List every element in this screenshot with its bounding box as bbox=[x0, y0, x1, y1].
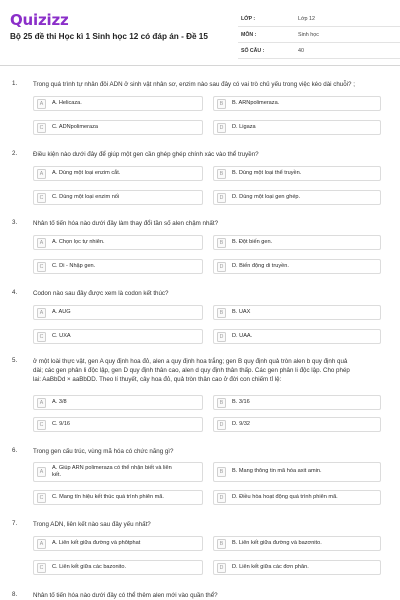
option-letter: B bbox=[217, 169, 226, 179]
option-text: B. 3/16 bbox=[232, 398, 250, 405]
option-c[interactable] bbox=[33, 190, 203, 205]
option-a[interactable] bbox=[33, 536, 203, 551]
question-text: Nhân tố tiến hóa nào dưới đây có thể thêm alen mới vào quần thể? bbox=[33, 592, 218, 599]
option-text: A. Helicaza. bbox=[52, 99, 82, 106]
option-text-line: A. Giúp ARN polimeraza có thể nhận biết và liên bbox=[52, 464, 172, 471]
meta-label: LỚP : bbox=[241, 16, 256, 22]
meta-value: Sinh học bbox=[298, 32, 319, 38]
option-a[interactable] bbox=[33, 166, 203, 181]
question-number: 8. bbox=[12, 591, 18, 598]
option-text: B. Đột biến gen. bbox=[232, 238, 273, 245]
option-text bbox=[52, 465, 172, 480]
option-b[interactable] bbox=[213, 235, 381, 250]
option-letter: C bbox=[37, 123, 46, 133]
option-c[interactable] bbox=[33, 259, 203, 274]
option-d[interactable] bbox=[213, 490, 381, 505]
meta-value: 40 bbox=[298, 48, 304, 54]
option-d[interactable] bbox=[213, 259, 381, 274]
option-a[interactable] bbox=[33, 462, 203, 482]
option-letter: A bbox=[37, 99, 46, 109]
option-letter: D bbox=[217, 420, 226, 430]
option-text-line: kết. bbox=[52, 472, 62, 478]
question-text-line: ở một loài thực vật, gen A quy định hoa đỏ, alen a quy định hoa trắng; gen B quy định quả tròn alen b quy định quả bbox=[33, 358, 348, 365]
option-letter: B bbox=[217, 308, 226, 318]
option-letter: D bbox=[217, 332, 226, 342]
option-b[interactable] bbox=[213, 305, 381, 320]
option-text: C. UXA bbox=[52, 332, 71, 339]
meta-label: MÔN : bbox=[241, 32, 257, 38]
option-d[interactable] bbox=[213, 190, 381, 205]
option-text: A. Chọn lọc tự nhiên. bbox=[52, 238, 105, 245]
option-d[interactable] bbox=[213, 560, 381, 575]
option-text: A. Liên kết giữa đường và phôtphat bbox=[52, 539, 141, 546]
meta-row-count bbox=[238, 44, 400, 59]
meta-row-subject bbox=[238, 28, 400, 43]
option-c[interactable] bbox=[33, 329, 203, 344]
question-text: Trong gen cấu trúc, vùng mã hóa có chức năng gì? bbox=[33, 448, 174, 455]
option-letter: A bbox=[37, 169, 46, 179]
option-text: D. Dùng một loại gen ghép. bbox=[232, 193, 301, 200]
meta-table bbox=[238, 12, 400, 60]
worksheet-header bbox=[0, 0, 400, 62]
option-text: A. 3/8 bbox=[52, 398, 67, 405]
option-b[interactable] bbox=[213, 166, 381, 181]
option-c[interactable] bbox=[33, 120, 203, 135]
question-text: Trong quá trình tự nhân đôi ADN ở sinh vật nhân sơ, enzim nào sau đây có vai trò chủ yếu trong việc kéo dài chuỗi? ; bbox=[33, 81, 355, 88]
question-number: 4. bbox=[12, 289, 18, 296]
question-number: 5. bbox=[12, 357, 18, 364]
option-text: D. UAA. bbox=[232, 332, 253, 339]
option-letter: A bbox=[37, 467, 46, 477]
option-letter: A bbox=[37, 238, 46, 248]
option-c[interactable] bbox=[33, 417, 203, 432]
option-letter: D bbox=[217, 193, 226, 203]
option-text: A. AUG bbox=[52, 308, 71, 315]
option-letter: D bbox=[217, 123, 226, 133]
option-letter: B bbox=[217, 99, 226, 109]
option-text: C. Dùng một loại enzim nối bbox=[52, 193, 120, 200]
meta-value: Lớp 12 bbox=[298, 16, 316, 22]
question-text: Codon nào sau đây được xem là codon kết thúc? bbox=[33, 290, 169, 297]
option-letter: C bbox=[37, 563, 46, 573]
option-d[interactable] bbox=[213, 329, 381, 344]
option-text: D. Ligaza bbox=[232, 123, 256, 130]
option-text: B. UAX bbox=[232, 308, 251, 315]
question-number: 6. bbox=[12, 447, 18, 454]
option-letter: B bbox=[217, 467, 226, 477]
option-text: C. Mang tín hiệu kết thúc quá trình phiên mã. bbox=[52, 493, 164, 500]
question-number: 7. bbox=[12, 520, 18, 527]
option-text: D. Biến động di truyền. bbox=[232, 262, 289, 269]
option-letter: C bbox=[37, 262, 46, 272]
question-number: 1. bbox=[12, 80, 18, 87]
question-text-line: lai: AaBbDd × aaBbDD. Theo lí thuyết, cây hoa đỏ, quả tròn thân cao ở đời con chiếm tỉ lệ: bbox=[33, 376, 282, 383]
option-text: C. 9/16 bbox=[52, 420, 71, 427]
option-letter: C bbox=[37, 493, 46, 503]
option-b[interactable] bbox=[213, 96, 381, 111]
question-text: Điều kiện nào dưới đây để giúp một gen cần ghép ghép chính xác vào thể truyền? bbox=[33, 151, 259, 158]
option-letter: C bbox=[37, 420, 46, 430]
option-text: C. Liên kết giữa các bazonito. bbox=[52, 563, 127, 570]
page-title: Bộ 25 đề thi Học kì 1 Sinh học 12 có đáp án - Đề 15 bbox=[10, 32, 208, 41]
question-text: Nhân tố tiến hóa nào dưới đây làm thay đổi tần số alen chậm nhất? bbox=[33, 220, 219, 227]
meta-label: SỐ CÂU : bbox=[241, 48, 265, 54]
option-b[interactable] bbox=[213, 395, 381, 410]
option-letter: B bbox=[217, 539, 226, 549]
quizizz-logo: Quizizz bbox=[10, 11, 69, 29]
option-b[interactable] bbox=[213, 536, 381, 551]
option-letter: A bbox=[37, 308, 46, 318]
option-c[interactable] bbox=[33, 490, 203, 505]
option-d[interactable] bbox=[213, 120, 381, 135]
question-text bbox=[33, 357, 391, 384]
question-number: 3. bbox=[12, 219, 18, 226]
question-number: 2. bbox=[12, 150, 18, 157]
option-text: B. Liên kết giữa đường và bazơnito. bbox=[232, 539, 322, 546]
question-text-line: dài; các gen phân li độc lập, gen D quy định thân cao, alen d quy định thân thấp. Các gen phân li độc lập. Cho phép bbox=[33, 367, 350, 374]
option-text: A. Dùng một loại enzim cắt. bbox=[52, 169, 121, 176]
option-text: B. ARNpolimeraza. bbox=[232, 99, 280, 106]
option-text: C. ADNpolimeraza bbox=[52, 123, 99, 130]
option-text: B. Mang thông tin mã hóa axit amin. bbox=[232, 468, 322, 475]
option-letter: C bbox=[37, 193, 46, 203]
option-a[interactable] bbox=[33, 235, 203, 250]
option-a[interactable] bbox=[33, 96, 203, 111]
option-c[interactable] bbox=[33, 560, 203, 575]
option-letter: B bbox=[217, 398, 226, 408]
option-text: D. Điều hòa hoạt động quá trình phiên mã. bbox=[232, 493, 338, 500]
option-letter: D bbox=[217, 493, 226, 503]
option-text: B. Dùng một loại thể truyền. bbox=[232, 169, 302, 176]
option-text: C. Di - Nhập gen. bbox=[52, 262, 96, 269]
option-letter: A bbox=[37, 398, 46, 408]
option-letter: C bbox=[37, 332, 46, 342]
question-text: Trong ADN, liên kết nào sau đây yếu nhất? bbox=[33, 521, 151, 528]
option-letter: D bbox=[217, 262, 226, 272]
option-text: D. Liên kết giữa các đơn phân. bbox=[232, 563, 309, 570]
option-text: D. 9/32 bbox=[232, 420, 251, 427]
meta-row-grade bbox=[238, 12, 400, 27]
option-letter: D bbox=[217, 563, 226, 573]
option-a[interactable] bbox=[33, 305, 203, 320]
option-b[interactable] bbox=[213, 462, 381, 482]
option-letter: B bbox=[217, 238, 226, 248]
option-letter: A bbox=[37, 539, 46, 549]
header-divider bbox=[0, 65, 400, 66]
option-a[interactable] bbox=[33, 395, 203, 410]
option-d[interactable] bbox=[213, 417, 381, 432]
